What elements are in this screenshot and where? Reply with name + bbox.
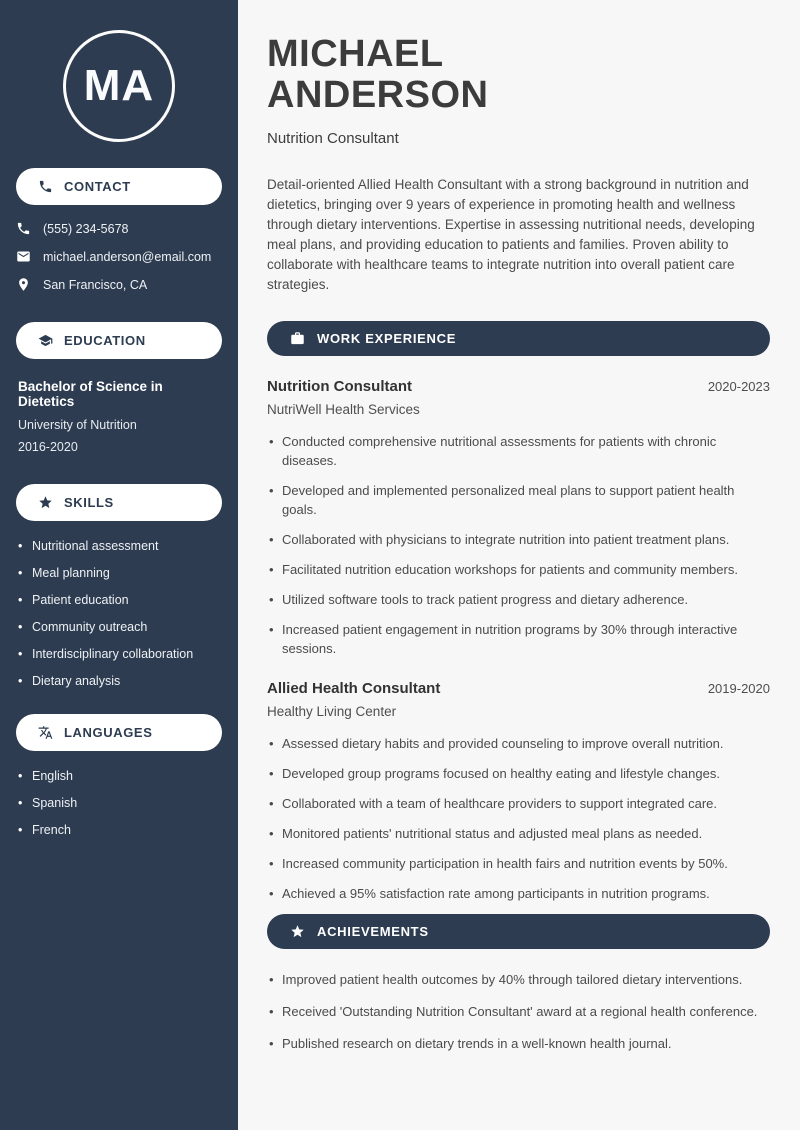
language-item: • English — [16, 769, 222, 783]
work-experience-section-header — [267, 321, 770, 356]
translate-icon — [38, 725, 53, 740]
achievements-label: ACHIEVEMENTS — [317, 924, 429, 940]
last-name: ANDERSON — [267, 74, 489, 117]
education-entry — [18, 379, 220, 454]
bullet-item: • Collaborated with a team of healthcare providers to support integrated care. — [267, 794, 769, 813]
language-item: • Spanish — [16, 796, 222, 810]
star-icon — [38, 495, 53, 510]
education-school: University of Nutrition — [18, 418, 137, 432]
education-section-header — [16, 322, 222, 359]
email-address: michael.anderson@email.com — [43, 249, 212, 264]
contact-item-location — [16, 277, 222, 292]
briefcase-icon — [290, 331, 305, 346]
job-dates: 2019-2020 — [707, 681, 770, 697]
skill-item: • Interdisciplinary collaboration — [16, 647, 222, 661]
bullet-item: • Collaborated with physicians to integrate nutrition into patient treatment plans. — [267, 530, 769, 549]
bullet-item: • Conducted comprehensive nutritional assessments for patients with chronic diseases. — [267, 432, 769, 470]
achievement-item: • Received 'Outstanding Nutrition Consultant' award at a regional health conference. — [267, 1002, 769, 1021]
job-bullet-list — [267, 734, 770, 903]
skill-item: • Patient education — [16, 593, 222, 607]
achievements-section-header — [267, 914, 770, 949]
job-header — [267, 680, 770, 697]
job-entry — [267, 680, 770, 903]
bullet-item: • Increased patient engagement in nutrition programs by 30% through interactive sessions. — [267, 620, 769, 658]
phone-icon — [38, 179, 53, 194]
education-section-label: EDUCATION — [64, 333, 146, 348]
star-icon — [290, 924, 305, 939]
contact-list — [16, 221, 222, 292]
skill-item: • Dietary analysis — [16, 674, 222, 688]
language-item: • French — [16, 823, 222, 837]
person-name — [267, 34, 770, 116]
location-text: San Francisco, CA — [43, 277, 148, 292]
profile-summary: Detail-oriented Allied Health Consultant with a strong background in nutrition and dietetics, bringing over 9 years of experience in promoting health and wellness through dietary interventions. Expertise in assessing nutritional needs, developing meal plans, and providing education to patients and families. Proven ability to collaborate with healthcare teams to integrate nutrition into overall patient care strategies. — [267, 177, 755, 293]
bullet-item: • Increased community participation in health fairs and nutrition events by 50%. — [267, 854, 769, 873]
avatar-wrap — [0, 30, 238, 142]
skill-item: • Nutritional assessment — [16, 539, 222, 553]
achievement-item: • Improved patient health outcomes by 40% through tailored dietary interventions. — [267, 970, 769, 989]
achievements-list — [267, 970, 770, 1053]
contact-item-email — [16, 249, 222, 264]
skills-list — [16, 539, 222, 688]
phone-icon — [16, 221, 31, 236]
skills-section-header — [16, 484, 222, 521]
job-header — [267, 378, 770, 395]
avatar — [63, 30, 175, 142]
person-job-title: Nutrition Consultant — [267, 130, 399, 148]
phone-number: (555) 234-5678 — [43, 221, 129, 236]
bullet-item: • Developed group programs focused on healthy eating and lifestyle changes. — [267, 764, 769, 783]
work-experience-label: WORK EXPERIENCE — [317, 331, 457, 347]
job-entry — [267, 378, 770, 658]
education-degree: Bachelor of Science in Dietetics — [18, 379, 163, 409]
job-company: Healthy Living Center — [267, 704, 397, 720]
languages-section-header — [16, 714, 222, 751]
job-dates: 2020-2023 — [707, 379, 770, 395]
skill-item: • Community outreach — [16, 620, 222, 634]
achievement-item: • Published research on dietary trends in a well-known health journal. — [267, 1034, 769, 1053]
first-name: MICHAEL — [267, 33, 444, 75]
job-title: Nutrition Consultant — [267, 378, 412, 396]
avatar-initials: MA — [83, 61, 155, 110]
languages-section-label: LANGUAGES — [64, 725, 153, 740]
job-title: Allied Health Consultant — [267, 680, 441, 698]
bullet-item: • Achieved a 95% satisfaction rate among participants in nutrition programs. — [267, 884, 769, 903]
bullet-item: • Developed and implemented personalized meal plans to support patient health goals. — [267, 481, 769, 519]
languages-list — [16, 769, 222, 837]
education-years: 2016-2020 — [18, 440, 78, 454]
bullet-item: • Facilitated nutrition education workshops for patients and community members. — [267, 560, 769, 579]
contact-section-header — [16, 168, 222, 205]
skills-section-label: SKILLS — [64, 495, 114, 510]
graduation-cap-icon — [38, 333, 53, 348]
job-bullet-list — [267, 432, 770, 658]
contact-item-phone — [16, 221, 222, 236]
location-icon — [16, 277, 31, 292]
email-icon — [16, 249, 31, 264]
bullet-item: • Monitored patients' nutritional status and adjusted meal plans as needed. — [267, 824, 769, 843]
skill-item: • Meal planning — [16, 566, 222, 580]
resume-main — [238, 0, 800, 1130]
contact-section-label: CONTACT — [64, 179, 131, 194]
sidebar — [0, 0, 238, 1130]
bullet-item: • Assessed dietary habits and provided counseling to improve overall nutrition. — [267, 734, 769, 753]
job-company: NutriWell Health Services — [267, 402, 420, 418]
bullet-item: • Utilized software tools to track patient progress and dietary adherence. — [267, 590, 769, 609]
